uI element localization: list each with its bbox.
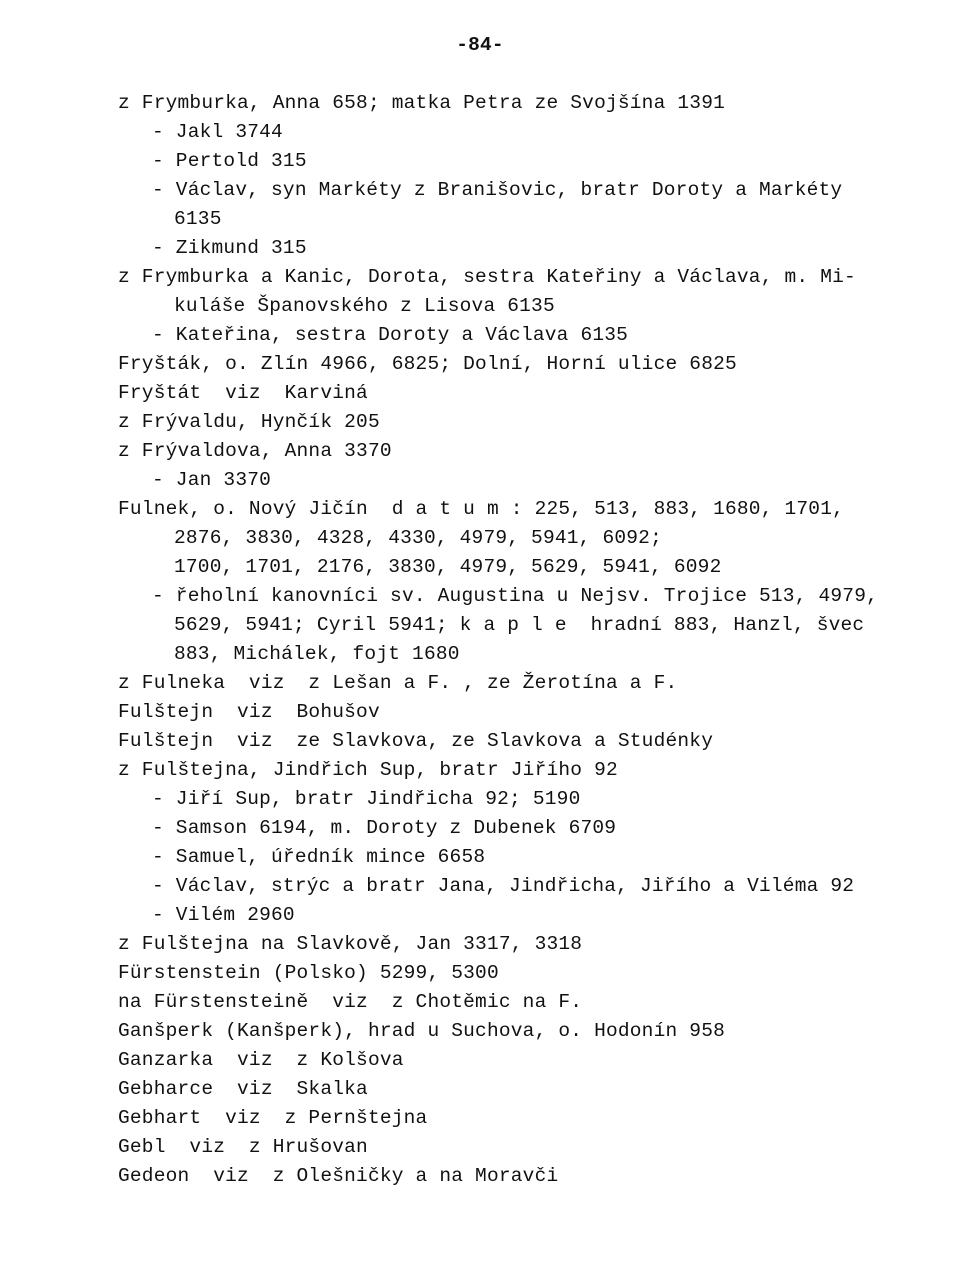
index-entry: z Frývaldova, Anna 3370 (118, 440, 392, 462)
index-subentry: - Zikmund 315 (152, 237, 307, 259)
index-subentry: - Jan 3370 (152, 469, 272, 491)
index-continuation: 1700, 1701, 2176, 3830, 4979, 5629, 5941, 6092 (174, 556, 722, 578)
index-entry: Gebhart viz z Pernštejna (118, 1107, 428, 1129)
index-entry: Ganzarka viz z Kolšova (118, 1049, 404, 1071)
index-subentry: - Vilém 2960 (152, 904, 295, 926)
index-subentry: - Samson 6194, m. Doroty z Dubenek 6709 (152, 817, 617, 839)
index-subentry: - Samuel, úředník mince 6658 (152, 846, 486, 868)
index-entry: Fürstenstein (Polsko) 5299, 5300 (118, 962, 499, 984)
index-entry: z Frymburka a Kanic, Dorota, sestra Kateřiny a Václava, m. Mi- (118, 266, 856, 288)
index-entry: Fryštát viz Karviná (118, 382, 368, 404)
index-continuation: 5629, 5941; Cyril 5941; k a p l e hradní 883, Hanzl, švec (174, 614, 865, 636)
index-continuation: 2876, 3830, 4328, 4330, 4979, 5941, 6092; (174, 527, 662, 549)
index-entry: Fulštejn viz ze Slavkova, ze Slavkova a Studénky (118, 730, 714, 752)
index-entry: Fulštejn viz Bohušov (118, 701, 380, 723)
index-entry: Fryšták, o. Zlín 4966, 6825; Dolní, Horní ulice 6825 (118, 353, 737, 375)
index-continuation: 883, Michálek, fojt 1680 (174, 643, 460, 665)
page-number: -84- (456, 34, 504, 56)
index-subentry: - řeholní kanovníci sv. Augustina u Nejsv. Trojice 513, 4979, (152, 585, 879, 607)
index-subentry: - Václav, syn Markéty z Branišovic, bratr Doroty a Markéty (152, 179, 843, 201)
index-subentry: - Václav, strýc a bratr Jana, Jindřicha, Jiřího a Viléma 92 (152, 875, 855, 897)
index-subentry: - Kateřina, sestra Doroty a Václava 6135 (152, 324, 629, 346)
index-entry: Ganšperk (Kanšperk), hrad u Suchova, o. Hodonín 958 (118, 1020, 725, 1042)
index-entries (118, 89, 918, 1191)
index-continuation: 6135 (174, 208, 222, 230)
index-entry: z Fulneka viz z Lešan a F. , ze Žerotína a F. (118, 672, 678, 694)
index-entry: Gebharce viz Skalka (118, 1078, 368, 1100)
index-entry: na Fürstensteině viz z Chotěmic na F. (118, 991, 583, 1013)
index-entry: Gedeon viz z Olešničky a na Moravči (118, 1165, 559, 1187)
index-entry: Gebl viz z Hrušovan (118, 1136, 368, 1158)
index-entry: Fulnek, o. Nový Jičín d a t u m : 225, 513, 883, 1680, 1701, (118, 498, 845, 520)
index-continuation: kuláše Španovského z Lisova 6135 (174, 295, 555, 317)
index-entry: z Frymburka, Anna 658; matka Petra ze Svojšína 1391 (118, 92, 725, 114)
index-subentry: - Jiří Sup, bratr Jindřicha 92; 5190 (152, 788, 581, 810)
index-entry: z Frývaldu, Hynčík 205 (118, 411, 380, 433)
index-entry: z Fulštejna, Jindřich Sup, bratr Jiřího 92 (118, 759, 618, 781)
index-subentry: - Pertold 315 (152, 150, 307, 172)
index-subentry: - Jakl 3744 (152, 121, 283, 143)
index-entry: z Fulštejna na Slavkově, Jan 3317, 3318 (118, 933, 583, 955)
